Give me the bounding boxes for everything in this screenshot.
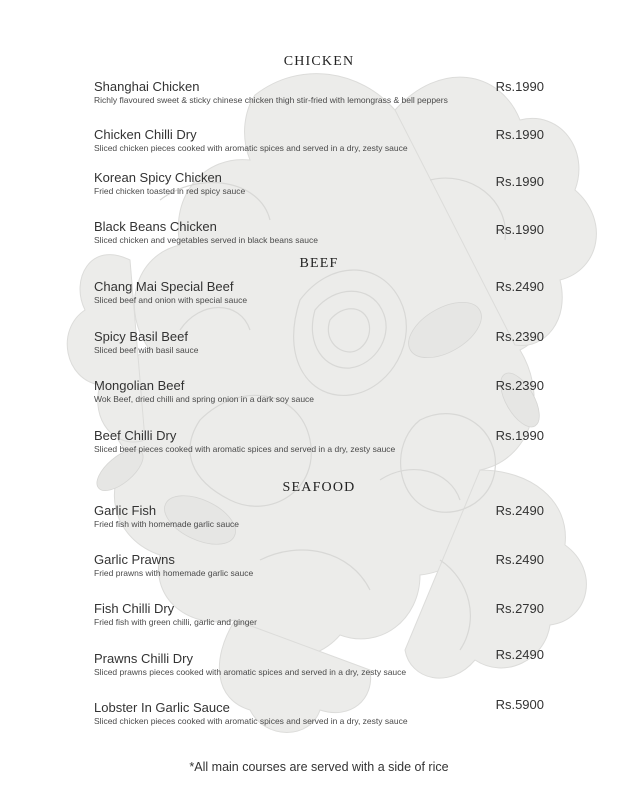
item-name: Spicy Basil Beef (94, 329, 188, 344)
menu-item-fish-chilli-dry (94, 601, 544, 627)
menu-item-beef-chilli-dry (94, 428, 544, 454)
menu-item-garlic-fish (94, 503, 544, 529)
menu-item-chicken-chilli-dry (94, 127, 544, 153)
item-description: Richly flavoured sweet & sticky chinese chicken thigh stir-fried with lemongrass & bell peppers (94, 95, 448, 105)
item-description: Wok Beef, dried chilli and spring onion in a dark soy sauce (94, 394, 315, 404)
item-description: Sliced prawns pieces cooked with aromatic spices and served in a dry, zesty sauce (94, 667, 407, 677)
section-title-seafood: SEAFOOD (282, 480, 356, 495)
menu-item-spicy-basil-beef (94, 329, 544, 355)
item-price: Rs.2390 (495, 329, 544, 344)
item-price: Rs.2490 (495, 503, 544, 518)
item-description: Fried fish with homemade garlic sauce (94, 519, 240, 529)
item-description: Sliced chicken pieces cooked with aromatic spices and served in a dry, zesty sauce (94, 716, 408, 726)
item-name: Garlic Prawns (94, 552, 175, 567)
item-price: Rs.5900 (495, 697, 544, 712)
section-title-beef: BEEF (299, 256, 339, 271)
item-price: Rs.1990 (495, 79, 544, 94)
item-name: Chang Mai Special Beef (94, 279, 234, 294)
menu-item-korean-spicy-chicken (94, 170, 544, 196)
item-name: Prawns Chilli Dry (94, 651, 193, 666)
menu-item-lobster-in-garlic-sauce (94, 697, 544, 726)
item-price: Rs.1990 (495, 428, 544, 443)
menu-item-prawns-chilli-dry (94, 647, 544, 677)
item-name: Korean Spicy Chicken (94, 170, 222, 185)
menu-item-mongolian-beef (94, 378, 544, 404)
item-name: Black Beans Chicken (94, 219, 217, 234)
item-description: Sliced beef pieces cooked with aromatic spices and served in a dry, zesty sauce (94, 444, 396, 454)
menu-item-shanghai-chicken (94, 79, 544, 105)
menu-item-garlic-prawns (94, 552, 544, 578)
item-description: Sliced beef and onion with special sauce (94, 295, 248, 305)
item-description: Sliced chicken pieces cooked with aromatic spices and served in a dry, zesty sauce (94, 143, 408, 153)
item-price: Rs.2790 (495, 601, 544, 616)
item-name: Garlic Fish (94, 503, 157, 518)
item-price: Rs.2490 (495, 279, 544, 294)
item-price: Rs.2390 (495, 378, 544, 393)
item-name: Fish Chilli Dry (94, 601, 175, 616)
item-description: Sliced chicken and vegetables served in black beans sauce (94, 235, 318, 245)
item-price: Rs.1990 (495, 222, 544, 237)
item-price: Rs.1990 (495, 174, 544, 189)
item-price: Rs.2490 (495, 552, 544, 567)
rice-footnote: *All main courses are served with a side of rice (189, 760, 449, 774)
section-title-chicken: CHICKEN (283, 54, 355, 69)
item-description: Fried chicken toasted in red spicy sauce (94, 186, 246, 196)
item-price: Rs.2490 (495, 647, 544, 662)
item-name: Mongolian Beef (94, 378, 185, 393)
item-description: Fried prawns with homemade garlic sauce (94, 568, 254, 578)
item-name: Shanghai Chicken (94, 79, 200, 94)
menu-item-chang-mai-special-beef (94, 279, 544, 305)
menu-item-black-beans-chicken (94, 219, 544, 245)
item-name: Chicken Chilli Dry (94, 127, 197, 142)
item-name: Lobster In Garlic Sauce (94, 700, 230, 715)
item-description: Fried fish with green chilli, garlic and ginger (94, 617, 257, 627)
item-description: Sliced beef with basil sauce (94, 345, 199, 355)
item-name: Beef Chilli Dry (94, 428, 177, 443)
item-price: Rs.1990 (495, 127, 544, 142)
